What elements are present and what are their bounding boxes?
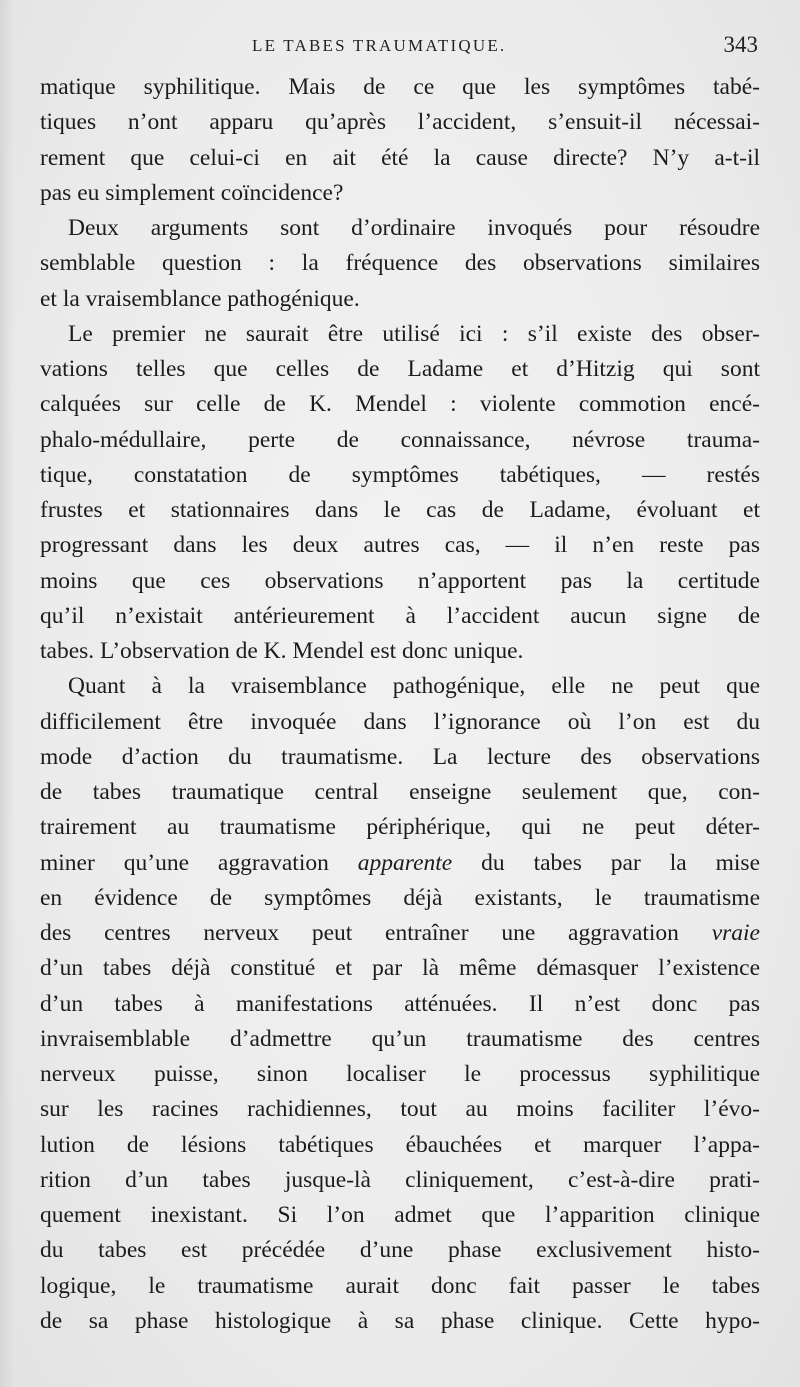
text-line: pas eu simplement coïncidence? — [40, 179, 344, 206]
text-line: quement inexistant. Si l’on admet que l’apparition clinique — [40, 1202, 760, 1228]
text-line: qu’il n’existait antérieurement à l’accident aucun signe de — [40, 602, 760, 629]
text-line: moins que ces observations n’apportent pas la certitude — [40, 567, 760, 594]
text-line: en évidence de symptômes déjà existants, le traumatisme — [40, 884, 760, 911]
text-line: du tabes est précédée d’une phase exclusivement histo- — [40, 1237, 760, 1264]
text-line: semblable question : la fréquence des observations similaires — [40, 250, 760, 277]
text-line: des centres nerveux peut entraîner une aggravation vraie — [40, 920, 760, 946]
text-line: vations telles que celles de Ladame et d’Hitzig qui sont — [40, 356, 760, 382]
text-line: de sa phase histologique à sa phase clinique. Cette hypo- — [40, 1307, 760, 1334]
text-line: Quant à la vraisemblance pathogénique, elle ne peut que — [68, 673, 760, 700]
text-line: progressant dans les deux autres cas, — il n’en reste pas — [40, 532, 760, 559]
text-line: sur les racines rachidiennes, tout au moins faciliter l’évo- — [40, 1096, 760, 1123]
text-line: tiques n’ont apparu qu’après l’accident, s’ensuit-il nécessai- — [40, 109, 760, 136]
text-line: d’un tabes à manifestations atténuées. Il n’est donc pas — [40, 990, 760, 1017]
text-line: tabes. L’observation de K. Mendel est donc unique. — [40, 638, 524, 664]
text-line: difficilement être invoquée dans l’ignorance où l’on est du — [40, 708, 760, 735]
text-line: d’un tabes déjà constitué et par là même démasquer l’existence — [40, 955, 760, 982]
text-line: trairement au traumatisme périphérique, qui ne peut déter- — [40, 814, 760, 841]
text-line: Deux arguments sont d’ordinaire invoqués pour résoudre — [68, 215, 760, 241]
body-text — [40, 70, 760, 1339]
text-line: tique, constatation de symptômes tabétiques, — restés — [40, 461, 760, 488]
text-line: phalo-médullaire, perte de connaissance, névrose trauma- — [40, 426, 760, 453]
text-line: Le premier ne saurait être utilisé ici : s’il existe des obser- — [68, 320, 760, 347]
text-line: rition d’un tabes jusque-là cliniquement, c’est-à-dire prati- — [40, 1166, 760, 1193]
text-line: et la vraisemblance pathogénique. — [40, 285, 360, 312]
text-line: lution de lésions tabétiques ébauchées et marquer l’appa- — [40, 1131, 760, 1158]
text-line: de tabes traumatique central enseigne seulement que, con- — [40, 779, 760, 805]
running-title: LE TABES TRAUMATIQUE. — [252, 36, 507, 55]
text-line: frustes et stationnaires dans le cas de Ladame, évoluant et — [40, 497, 760, 523]
text-line: mode d’action du traumatisme. La lecture des observations — [40, 743, 760, 770]
italic-emphasis: vraie — [711, 920, 760, 946]
text-line: nerveux puisse, sinon localiser le processus syphilitique — [40, 1061, 760, 1087]
page-number: 343 — [723, 32, 758, 57]
text-line: invraisemblable d’admettre qu’un traumatisme des centres — [40, 1025, 760, 1052]
text-line: matique syphilitique. Mais de ce que les symptômes tabé- — [40, 74, 760, 100]
running-header — [0, 32, 800, 62]
text-line: rement que celui-ci en ait été la cause directe? N’y a-t-il — [40, 144, 760, 171]
page-gutter-shadow — [0, 0, 14, 1387]
text-line: logique, le traumatisme aurait donc fait passer le tabes — [40, 1272, 760, 1299]
text-line: calquées sur celle de K. Mendel : violente commotion encé- — [40, 391, 760, 418]
italic-emphasis: apparente — [357, 849, 453, 876]
text-line: miner qu’une aggravation apparente du tabes par la mise — [40, 849, 760, 876]
